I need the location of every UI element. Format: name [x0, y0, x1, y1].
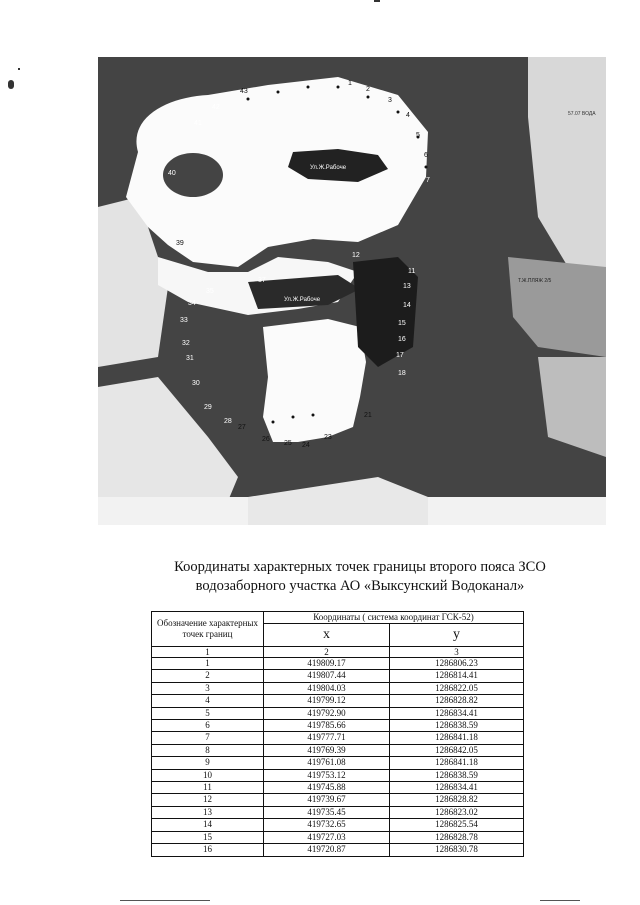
point-label: 35 — [206, 288, 214, 295]
point-label: 23 — [324, 434, 332, 441]
point-number-cell: 10 — [152, 769, 264, 781]
point-number-cell: 14 — [152, 819, 264, 831]
point-label: 15 — [398, 320, 406, 327]
table-row — [152, 695, 524, 707]
point-label: 3 — [388, 97, 392, 104]
column-number: 1 — [152, 647, 264, 658]
point-number-cell: 7 — [152, 732, 264, 744]
x-coordinate-cell: 419769.39 — [264, 744, 390, 756]
x-header: х — [264, 624, 390, 647]
x-coordinate-cell: 419727.03 — [264, 831, 390, 843]
heading-line-1: Координаты характерных точек границы второго пояса ЗСО — [174, 559, 546, 575]
x-coordinate-cell: 419785.66 — [264, 720, 390, 732]
point-label: 41 — [194, 120, 202, 127]
point-label: 24 — [302, 442, 310, 449]
point-label: 17 — [396, 352, 404, 359]
y-coordinate-cell: 1286834.41 — [390, 707, 524, 719]
y-coordinate-cell: 1286834.41 — [390, 782, 524, 794]
y-coordinate-cell: 1286841.18 — [390, 757, 524, 769]
y-coordinate-cell: 1286838.59 — [390, 720, 524, 732]
point-number-cell: 9 — [152, 757, 264, 769]
point-label: 43 — [240, 88, 248, 95]
point-label: 33 — [180, 317, 188, 324]
heading-line-2: водозаборного участка АО «Выксунский Водоканал» — [195, 578, 525, 594]
table-row — [152, 794, 524, 806]
scan-speck — [374, 0, 380, 2]
point-number-cell: 15 — [152, 831, 264, 843]
point-number-cell: 5 — [152, 707, 264, 719]
road-label: Ул.Ж.Рабоче — [310, 165, 347, 171]
y-coordinate-cell: 1286830.78 — [390, 844, 524, 856]
x-coordinate-cell: 419792.90 — [264, 707, 390, 719]
point-number-cell: 11 — [152, 782, 264, 794]
point-label: 18 — [398, 370, 406, 377]
x-coordinate-cell: 419761.08 — [264, 757, 390, 769]
point-number-cell: 2 — [152, 670, 264, 682]
table-row — [152, 819, 524, 831]
point-label: 28 — [224, 418, 232, 425]
x-coordinate-cell: 419807.44 — [264, 670, 390, 682]
table-row — [152, 757, 524, 769]
point-label: 11 — [408, 268, 416, 275]
point-label: 4 — [406, 112, 410, 119]
table-row — [152, 831, 524, 843]
point-designation-header: Обозначение характерных точек границ — [152, 612, 264, 647]
x-coordinate-cell: 419735.45 — [264, 806, 390, 818]
table-row — [152, 658, 524, 670]
point-label: 32 — [182, 340, 190, 347]
table-row — [152, 707, 524, 719]
y-coordinate-cell: 1286822.05 — [390, 682, 524, 694]
x-coordinate-cell: 419809.17 — [264, 658, 390, 670]
column-number: 2 — [264, 647, 390, 658]
point-label: 16 — [398, 336, 406, 343]
point-number-cell: 12 — [152, 794, 264, 806]
y-coordinate-cell: 1286828.82 — [390, 794, 524, 806]
coords-header: Координаты ( система координат ГСК-52) — [264, 612, 524, 624]
table-row — [152, 782, 524, 794]
x-coordinate-cell: 419720.87 — [264, 844, 390, 856]
point-label: 12 — [352, 252, 360, 259]
point-label: 6 — [424, 152, 428, 159]
y-coordinate-cell: 1286828.78 — [390, 831, 524, 843]
point-label: 34 — [188, 300, 196, 307]
point-label: 13 — [403, 283, 411, 290]
map-annotation: 57.07 ВОДА — [568, 111, 596, 117]
map-annotation: Т.Ж.ПЛЯЖ 2/5 — [518, 278, 552, 284]
scan-speck — [8, 80, 14, 89]
scan-edge-line — [540, 900, 580, 901]
scan-edge-line — [120, 900, 210, 901]
table-row — [152, 769, 524, 781]
y-coordinate-cell: 1286823.02 — [390, 806, 524, 818]
point-number-cell: 3 — [152, 682, 264, 694]
point-label: 29 — [204, 404, 212, 411]
y-coordinate-cell: 1286842.05 — [390, 744, 524, 756]
table-row — [152, 844, 524, 856]
table-row — [152, 806, 524, 818]
y-coordinate-cell: 1286841.18 — [390, 732, 524, 744]
scan-speck — [18, 68, 20, 70]
point-label: 27 — [238, 424, 246, 431]
point-label: 39 — [176, 240, 184, 247]
point-label: 7 — [426, 177, 430, 184]
x-coordinate-cell: 419777.71 — [264, 732, 390, 744]
point-label: 5 — [416, 132, 420, 139]
y-coordinate-cell: 1286814.41 — [390, 670, 524, 682]
x-coordinate-cell: 419745.88 — [264, 782, 390, 794]
point-number-cell: 16 — [152, 844, 264, 856]
x-coordinate-cell: 419732.65 — [264, 819, 390, 831]
point-label: 14 — [403, 302, 411, 309]
y-coordinate-cell: 1286828.82 — [390, 695, 524, 707]
point-label: 31 — [186, 355, 194, 362]
table-heading — [100, 558, 620, 596]
road-label: Ул.Ж.Рабоче — [284, 297, 321, 303]
coordinates-table — [151, 611, 524, 857]
point-number-cell: 1 — [152, 658, 264, 670]
x-coordinate-cell: 419804.03 — [264, 682, 390, 694]
y-coordinate-cell: 1286806.23 — [390, 658, 524, 670]
point-label: 42 — [212, 104, 220, 111]
x-coordinate-cell: 419739.67 — [264, 794, 390, 806]
point-label: 25 — [284, 440, 292, 447]
point-number-cell: 8 — [152, 744, 264, 756]
boundary-map-image — [98, 57, 606, 525]
y-coordinate-cell: 1286838.59 — [390, 769, 524, 781]
y-coordinate-cell: 1286825.54 — [390, 819, 524, 831]
point-label: 2 — [366, 86, 370, 93]
point-label: 1 — [348, 80, 352, 87]
table-row — [152, 720, 524, 732]
point-label: 40 — [168, 170, 176, 177]
point-label: 37 — [258, 277, 266, 284]
table-row — [152, 670, 524, 682]
x-coordinate-cell: 419799.12 — [264, 695, 390, 707]
x-coordinate-cell: 419753.12 — [264, 769, 390, 781]
table-row — [152, 744, 524, 756]
point-number-cell: 6 — [152, 720, 264, 732]
point-number-cell: 4 — [152, 695, 264, 707]
point-label: 21 — [364, 412, 372, 419]
column-number: 3 — [390, 647, 524, 658]
point-label: 30 — [192, 380, 200, 387]
y-header: у — [390, 624, 524, 647]
point-label: 26 — [262, 436, 270, 443]
point-number-cell: 13 — [152, 806, 264, 818]
table-row — [152, 732, 524, 744]
table-row — [152, 682, 524, 694]
